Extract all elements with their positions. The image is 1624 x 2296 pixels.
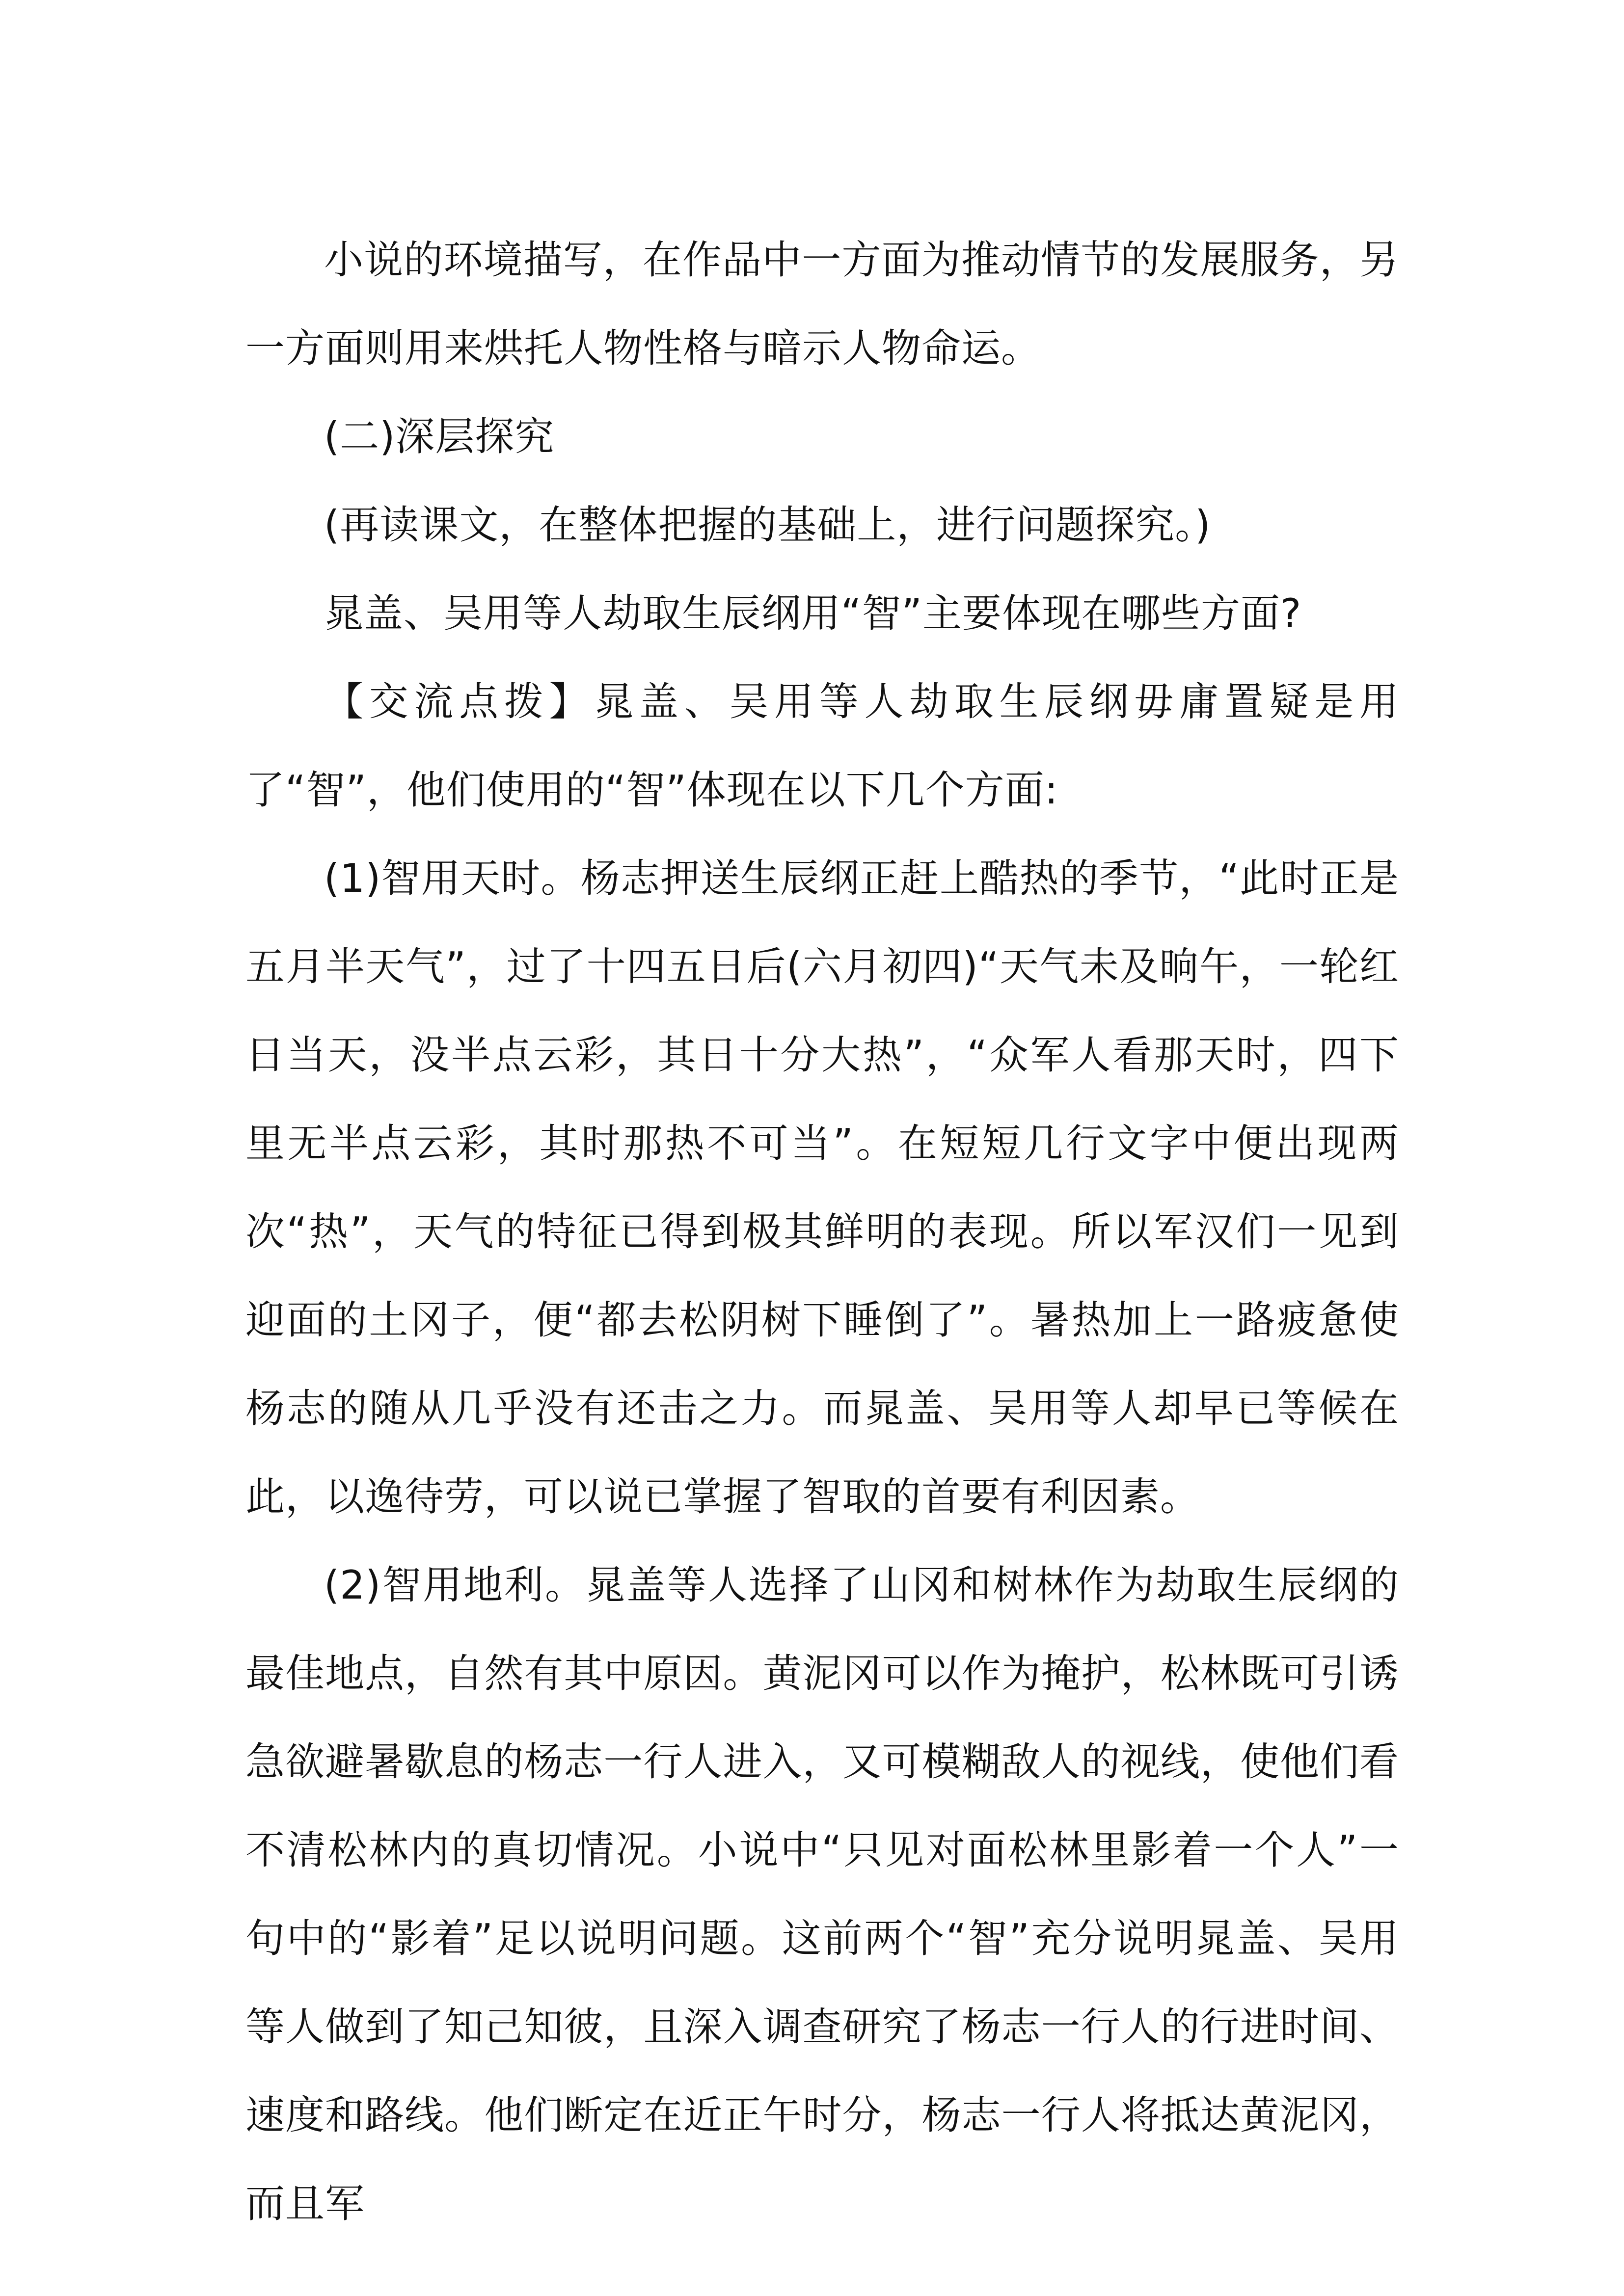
section-heading-deep-inquiry: (二)深层探究 [324, 414, 555, 459]
paragraph-environment-description: 小说的环境描写，在作品中一方面为推动情节的发展服务，另一方面则用来烘托人物性格与暗示人物命运。 [245, 237, 1399, 371]
paragraph-point-2-terrain: (2)智用地利。晁盖等人选择了山冈和树林作为劫取生辰纲的最佳地点，自然有其中原因。黄泥冈可以作为掩护，松林既可引诱急欲避暑歇息的杨志一行人进入，又可模糊敌人的视线，使他们看不清松林内的真切情况。小说中“只见对面松林里影着一个人”一句中的“影着”足以说明问题。这前两个“智”充分说明晁盖、吴用等人做到了知己知彼，且深入调查研究了杨志一行人的行进时间、速度和路线。他们断定在近正午时分，杨志一行人将抵达黄泥冈，而且军 [245, 1562, 1399, 2226]
paragraph-discussion-intro: 【交流点拨】晁盖、吴用等人劫取生辰纲毋庸置疑是用了“智”，他们使用的“智”体现在以下几个方面: [245, 679, 1399, 813]
paragraph-instruction: (再读课文，在整体把握的基础上，进行问题探究。) [324, 502, 1211, 548]
paragraph-point-1-timing: (1)智用天时。杨志押送生辰纲正赶上酷热的季节，“此时正是五月半天气”，过了十四五日后(六月初四)“天气未及晌午，一轮红日当天，没半点云彩，其日十分大热”，“众军人看那天时，四下里无半点云彩，其时那热不可当”。在短短几行文字中便出现两次“热”，天气的特征已得到极其鲜明的表现。所以军汉们一见到迎面的土冈子，便“都去松阴树下睡倒了”。暑热加上一路疲惫使杨志的随从几乎没有还击之力。而晁盖、吴用等人却早已等候在此，以逸待劳，可以说已掌握了智取的首要有利因素。 [245, 855, 1399, 1520]
paragraph-question: 晁盖、吴用等人劫取生辰纲用“智”主要体现在哪些方面? [324, 590, 1302, 636]
document-body [245, 216, 1399, 2248]
